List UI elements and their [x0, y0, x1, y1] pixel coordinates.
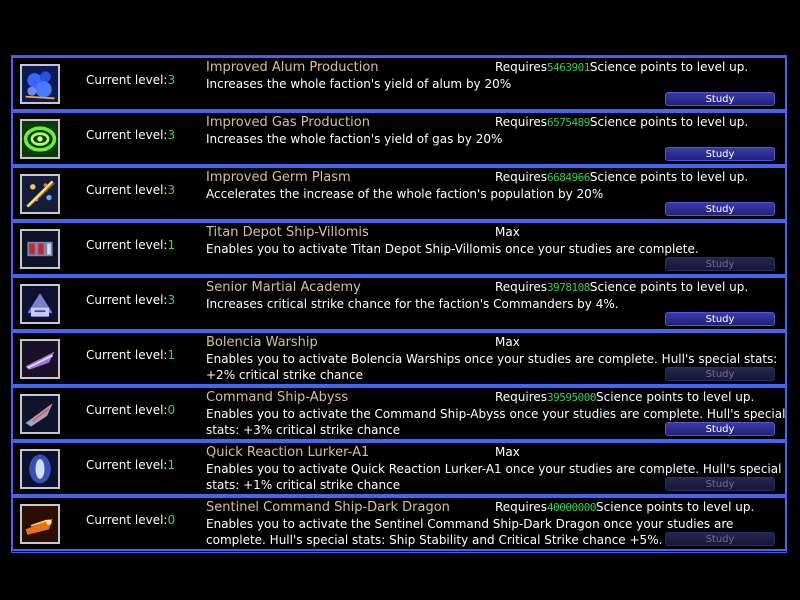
current-level-value: 3 [167, 128, 176, 142]
research-row [11, 56, 787, 111]
research-description: Enables you to activate Titan Depot Ship-Villomis once your studies are complete. [206, 242, 699, 256]
study-button[interactable]: Study [665, 312, 775, 326]
research-row [11, 221, 787, 276]
research-name: Sentinel Command Ship-Dark Dragon [206, 500, 450, 515]
research-description: Increases critical strike chance for the faction's Commanders by 4%. [206, 297, 619, 311]
current-level-value: 1 [167, 458, 176, 472]
research-name: Command Ship-Abyss [206, 390, 349, 405]
study-button: Study [665, 532, 775, 546]
current-level [86, 348, 175, 362]
current-level-value: 0 [167, 403, 176, 417]
science-points-suffix: Science points to level up. [596, 390, 755, 404]
current-level [86, 458, 175, 472]
germ-plasm-icon [20, 174, 60, 214]
research-row [11, 331, 787, 386]
requires-label: Requires [495, 115, 548, 129]
research-name: Titan Depot Ship-Villomis [206, 225, 369, 240]
lurker-ship-icon [20, 449, 60, 489]
science-points-value: 6575489 [547, 116, 590, 129]
current-level [86, 73, 175, 87]
current-level [86, 238, 175, 252]
requires-label: Requires [495, 60, 548, 74]
current-level [86, 183, 175, 197]
research-row [11, 496, 787, 551]
warship-icon [20, 339, 60, 379]
max-level-label: Max [495, 445, 520, 459]
alum-ore-icon [20, 64, 60, 104]
max-level-label: Max [495, 225, 520, 239]
current-level-label: Current level: [86, 183, 168, 197]
current-level [86, 513, 175, 527]
current-level-label: Current level: [86, 293, 168, 307]
current-level-label: Current level: [86, 238, 168, 252]
science-points-suffix: Science points to level up. [589, 280, 749, 294]
science-points-value: 40000000 [547, 501, 597, 514]
requirement [495, 60, 748, 74]
science-points-value: 6684966 [547, 171, 590, 184]
study-button[interactable]: Study [665, 92, 775, 106]
current-level-label: Current level: [86, 458, 168, 472]
research-name: Quick Reaction Lurker-A1 [206, 445, 370, 460]
research-row [11, 276, 787, 331]
requires-label: Requires [495, 500, 548, 514]
current-level-value: 0 [167, 513, 176, 527]
requires-label: Requires [495, 170, 548, 184]
depot-ship-icon [20, 229, 60, 269]
research-name: Improved Gas Production [206, 115, 370, 130]
current-level-value: 3 [167, 73, 176, 87]
current-level-value: 1 [167, 348, 176, 362]
science-points-value: 5463901 [547, 61, 590, 74]
study-button: Study [665, 257, 775, 271]
study-button[interactable]: Study [665, 147, 775, 161]
academy-icon [20, 284, 60, 324]
research-description: Increases the whole faction's yield of alum by 20% [206, 77, 512, 91]
research-description: Enables you to activate Quick Reaction Lurker-A1 once your studies are complete. Hull's special stats: +1% critical strike chance [206, 462, 782, 492]
current-level-label: Current level: [86, 128, 168, 142]
research-row [11, 386, 787, 441]
research-description: Increases the whole faction's yield of gas by 20% [206, 132, 503, 146]
requires-label: Requires [495, 390, 548, 404]
science-points-suffix: Science points to level up. [589, 170, 749, 184]
requirement [495, 390, 754, 404]
research-name: Improved Alum Production [206, 60, 379, 75]
research-row [11, 111, 787, 166]
requirement [495, 115, 748, 129]
science-points-value: 3978108 [547, 281, 590, 294]
current-level-value: 3 [167, 293, 176, 307]
study-button[interactable]: Study [665, 422, 775, 436]
science-points-suffix: Science points to level up. [596, 500, 755, 514]
max-level-label: Max [495, 335, 520, 349]
study-button: Study [665, 367, 775, 381]
science-points-suffix: Science points to level up. [589, 115, 749, 129]
research-row [11, 166, 787, 221]
current-level [86, 293, 175, 307]
requires-label: Requires [495, 280, 548, 294]
current-level [86, 403, 175, 417]
current-level [86, 128, 175, 142]
requirement [495, 280, 748, 294]
current-level-label: Current level: [86, 73, 168, 87]
requirement [495, 170, 748, 184]
command-ship-icon [20, 394, 60, 434]
research-description: Accelerates the increase of the whole faction's population by 20% [206, 187, 604, 201]
science-points-suffix: Science points to level up. [589, 60, 749, 74]
research-description: Enables you to activate Bolencia Warships once your studies are complete. Hull's special stats: +2% critical strike chance [206, 352, 778, 382]
research-row [11, 441, 787, 496]
dragon-ship-icon [20, 504, 60, 544]
research-description: Enables you to activate the Sentinel Command Ship-Dark Dragon once your studies are complete. Hull's special stats: Ship Stability and Critical Strike chance +5%. [206, 517, 734, 547]
requirement [495, 500, 754, 514]
current-level-label: Current level: [86, 348, 168, 362]
research-name: Senior Martial Academy [206, 280, 361, 295]
current-level-label: Current level: [86, 513, 168, 527]
current-level-value: 1 [167, 238, 176, 252]
research-name: Bolencia Warship [206, 335, 318, 350]
gas-swirl-icon [20, 119, 60, 159]
study-button: Study [665, 477, 775, 491]
research-name: Improved Germ Plasm [206, 170, 351, 185]
current-level-value: 3 [167, 183, 176, 197]
research-description: Enables you to activate the Command Ship-Abyss once your studies are complete. Hull's special stats: +3% critical strike chance [206, 407, 786, 437]
study-button[interactable]: Study [665, 202, 775, 216]
science-points-value: 39595000 [547, 391, 597, 404]
current-level-label: Current level: [86, 403, 168, 417]
